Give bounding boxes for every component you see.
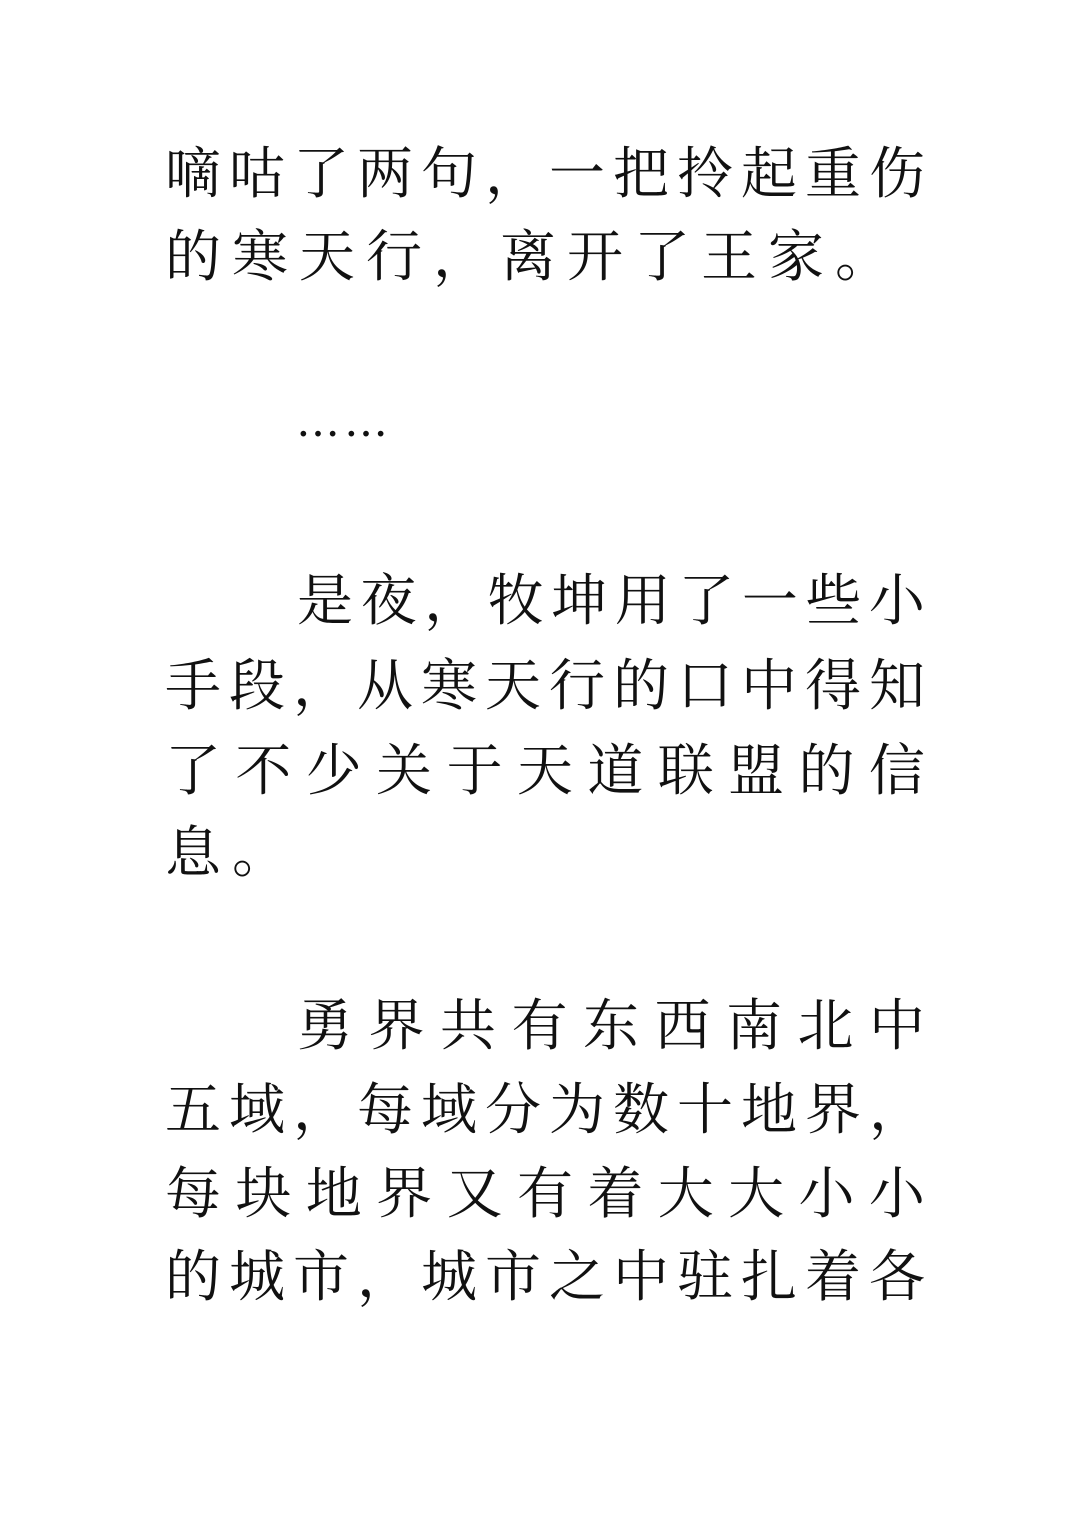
glyph: 东 xyxy=(583,994,639,1059)
glyph: 行 xyxy=(366,225,422,290)
glyph: 。 xyxy=(232,821,288,886)
text-line xyxy=(297,562,925,642)
glyph: 王 xyxy=(701,225,757,290)
glyph: 大 xyxy=(657,1162,714,1227)
glyph: 中 xyxy=(741,654,797,719)
glyph: 夜 xyxy=(360,569,417,634)
glyph: 地 xyxy=(305,1162,362,1227)
glyph: 是 xyxy=(297,569,353,634)
glyph: 少 xyxy=(305,739,362,804)
glyph: 之 xyxy=(549,1245,605,1310)
glyph: 勇 xyxy=(297,994,353,1059)
glyph: 数 xyxy=(613,1078,669,1143)
glyph: 共 xyxy=(440,994,496,1059)
glyph: 离 xyxy=(500,225,556,290)
text-line xyxy=(165,1071,925,1151)
glyph: 于 xyxy=(446,739,503,804)
glyph: 大 xyxy=(728,1162,785,1227)
glyph: 界 xyxy=(805,1078,861,1143)
glyph: 为 xyxy=(549,1078,605,1143)
glyph: ， xyxy=(433,225,489,290)
glyph: 手 xyxy=(165,654,221,719)
text-line xyxy=(165,135,925,215)
glyph: 各 xyxy=(869,1245,925,1310)
ellipsis-line: …… xyxy=(296,396,392,447)
text-line xyxy=(165,218,925,298)
text-line xyxy=(165,732,925,812)
glyph: 块 xyxy=(235,1162,292,1227)
glyph: 道 xyxy=(587,739,644,804)
glyph: 咕 xyxy=(229,142,285,207)
glyph: 有 xyxy=(516,1162,573,1227)
glyph: 天 xyxy=(516,739,573,804)
glyph: 扎 xyxy=(741,1245,797,1310)
glyph: 域 xyxy=(421,1078,477,1143)
glyph: ， xyxy=(869,1078,925,1143)
glyph: 息 xyxy=(165,821,221,886)
glyph: ， xyxy=(485,142,541,207)
glyph: 天 xyxy=(299,225,355,290)
glyph: 信 xyxy=(868,739,925,804)
glyph: 得 xyxy=(805,654,861,719)
glyph: 小 xyxy=(868,1162,925,1227)
glyph: ， xyxy=(293,654,349,719)
glyph: 南 xyxy=(726,994,782,1059)
glyph: 每 xyxy=(357,1078,413,1143)
glyph: 域 xyxy=(229,1078,285,1143)
glyph: 嘀 xyxy=(165,142,221,207)
glyph: 每 xyxy=(165,1162,221,1227)
glyph: 用 xyxy=(614,569,671,634)
glyph: 中 xyxy=(613,1245,669,1310)
glyph: 关 xyxy=(376,739,433,804)
glyph: 了 xyxy=(678,569,735,634)
glyph: 不 xyxy=(235,739,292,804)
glyph: 把 xyxy=(613,142,669,207)
glyph: 小 xyxy=(798,1162,855,1227)
glyph: 段 xyxy=(229,654,285,719)
glyph: 伤 xyxy=(869,142,925,207)
glyph: 坤 xyxy=(551,569,608,634)
glyph: 界 xyxy=(376,1162,433,1227)
glyph: 了 xyxy=(293,142,349,207)
glyph: 盟 xyxy=(728,739,785,804)
text-line xyxy=(165,1238,925,1318)
glyph: 两 xyxy=(357,142,413,207)
glyph: 分 xyxy=(485,1078,541,1143)
glyph: 家 xyxy=(768,225,824,290)
glyph: 城 xyxy=(421,1245,477,1310)
glyph: 市 xyxy=(293,1245,349,1310)
glyph: 西 xyxy=(654,994,711,1059)
glyph: 着 xyxy=(805,1245,861,1310)
glyph: 的 xyxy=(165,1245,221,1310)
glyph: ， xyxy=(293,1078,349,1143)
glyph: 了 xyxy=(165,739,221,804)
text-line xyxy=(297,987,925,1067)
glyph: 寒 xyxy=(421,654,477,719)
glyph: 市 xyxy=(485,1245,541,1310)
glyph: 驻 xyxy=(677,1245,733,1310)
glyph: 天 xyxy=(485,654,541,719)
glyph: 起 xyxy=(741,142,797,207)
glyph: 了 xyxy=(634,225,690,290)
glyph: 的 xyxy=(165,225,221,290)
glyph: 句 xyxy=(421,142,477,207)
glyph: 界 xyxy=(368,994,425,1059)
glyph: 寒 xyxy=(232,225,288,290)
glyph: 牧 xyxy=(487,569,544,634)
text-line xyxy=(165,1155,925,1235)
glyph: 有 xyxy=(511,994,568,1059)
glyph: 行 xyxy=(549,654,605,719)
glyph: 一 xyxy=(549,142,605,207)
glyph: 的 xyxy=(798,739,855,804)
glyph: 联 xyxy=(657,739,714,804)
glyph: 城 xyxy=(229,1245,285,1310)
glyph: 口 xyxy=(677,654,733,719)
glyph: ， xyxy=(357,1245,413,1310)
glyph: 一 xyxy=(741,569,798,634)
glyph: 拎 xyxy=(677,142,733,207)
glyph: 小 xyxy=(868,569,925,634)
glyph: 知 xyxy=(869,654,925,719)
glyph: ， xyxy=(424,569,481,634)
text-line xyxy=(165,814,925,894)
glyph: 从 xyxy=(357,654,413,719)
glyph: 北 xyxy=(797,994,854,1059)
glyph: 重 xyxy=(805,142,861,207)
glyph: 着 xyxy=(587,1162,644,1227)
glyph: 中 xyxy=(869,994,925,1059)
glyph: 开 xyxy=(567,225,623,290)
glyph: 五 xyxy=(165,1078,221,1143)
glyph: 十 xyxy=(677,1078,733,1143)
text-line xyxy=(165,647,925,727)
glyph: 些 xyxy=(805,569,862,634)
glyph: 的 xyxy=(613,654,669,719)
glyph: 又 xyxy=(446,1162,503,1227)
glyph: 。 xyxy=(835,225,891,290)
glyph: 地 xyxy=(741,1078,797,1143)
